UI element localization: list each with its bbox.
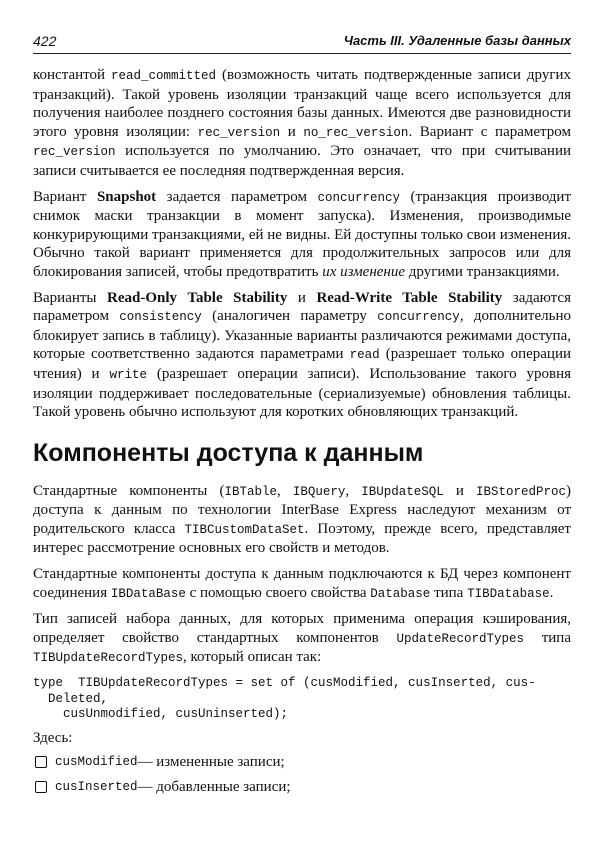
text: (разрешает только операции чтения) и	[33, 346, 571, 382]
text: . Вариант с параметром	[408, 123, 571, 140]
bold-term: Snapshot	[96, 188, 157, 205]
text: ) доступа к данным по технологии InterBase Express наследуют механизм от родительского класса	[33, 482, 571, 537]
code-term: IBQuery	[292, 484, 346, 499]
page-content	[33, 66, 571, 802]
code-term: IBUpdateSQL	[361, 484, 444, 499]
text: , который описан так:	[183, 649, 322, 666]
text: .	[549, 584, 554, 601]
list-item-text: — добавленные записи;	[137, 778, 291, 795]
text: задается параметром	[156, 188, 318, 205]
code-term: UpdateRecordTypes	[396, 631, 524, 646]
paragraph-table-stability	[33, 289, 571, 422]
bold-term: Read-Write Table Stability	[316, 289, 503, 306]
text: (транзакция производит снимок маски транзакции в момент запуска). Изменения, производимые конкурирующими транзакциями, ей не видны. Ей доступны только свои изменения. Обычно такой вариант применяется для продолжительных запросов или для блокирования записей, чтобы предотвратить	[33, 188, 571, 280]
section-heading: Компоненты доступа к данным	[33, 438, 424, 467]
text: другими транзакциями.	[405, 263, 560, 280]
page-number: 422	[33, 33, 57, 49]
code-term: concurrency	[377, 310, 460, 325]
text: и	[443, 482, 476, 499]
code-term: rec_version	[33, 145, 116, 160]
bold-term: Read-Only Table Stability	[107, 289, 288, 306]
paragraph-read-committed	[33, 66, 571, 181]
code-term: write	[109, 367, 147, 382]
code-term: cusModified	[55, 755, 138, 770]
text: (возможность читать подтвержденные записи других транзакций). Такой уровень изоляции транзакций чаще всего используется для получения наиболее позднего состояния базы данных. Имеются две разновидности этого уровня изоляции:	[33, 67, 571, 140]
code-term: consistency	[119, 310, 202, 325]
code-term: IBDataBase	[110, 586, 186, 601]
text: типа	[430, 584, 468, 601]
text: типа	[523, 629, 571, 646]
code-term: IBTable	[224, 484, 277, 499]
italic-term: их изменение	[322, 263, 406, 280]
text: , дополнительно блокирует запись в таблицу). Указанные варианты различаются режимами доступа, которые соответственно задаются параметрами	[33, 308, 571, 363]
text: Вариант	[33, 188, 97, 205]
text: и	[287, 289, 317, 306]
code-term: read	[349, 348, 380, 363]
code-term: read_committed	[110, 69, 217, 83]
running-title: Часть III. Удаленные базы данных	[343, 33, 571, 48]
text: Тип записей набора данных, для которых применима операция кэширования, определяет свойство стандартных компонентов	[33, 611, 571, 646]
text: с помощью своего свойства	[185, 584, 371, 601]
checkbox-bullet-icon	[35, 781, 47, 793]
paragraph-snapshot	[33, 188, 571, 282]
text: (аналогичен параметру	[201, 308, 378, 325]
text: Стандартные компоненты (	[33, 482, 225, 499]
list-item	[33, 753, 571, 772]
text: и	[280, 123, 304, 140]
list-item-text: — измененные записи;	[137, 754, 285, 771]
code-term: TIBCustomDataSet	[184, 522, 305, 537]
code-term: rec_version	[197, 125, 281, 140]
code-term: IBStoredProc	[475, 484, 566, 499]
text: задаются параметром	[33, 289, 571, 325]
checkbox-bullet-icon	[35, 756, 47, 768]
text: ,	[345, 482, 362, 499]
code-term: TIBUpdateRecordTypes	[33, 651, 184, 666]
code-term: cusInserted	[55, 779, 138, 794]
code-term: no_rec_version	[303, 125, 409, 140]
paragraph-connection	[33, 565, 571, 603]
text: . Поэтому, прежде всего, представляет интерес рассмотрение основных его свойств и методов.	[33, 520, 571, 557]
text: ,	[276, 482, 293, 499]
where-label: Здесь:	[33, 729, 73, 746]
code-listing: type TIBUpdateRecordTypes = set of (cusModified, cusInserted, cus- Deleted, cusUnmodified, cusUninserted);	[33, 676, 536, 722]
code-term: concurrency	[317, 190, 400, 205]
running-header	[33, 31, 571, 54]
paragraph-update-record-types	[33, 610, 571, 668]
code-term: Database	[370, 586, 431, 601]
text: Варианты	[33, 289, 108, 306]
text: константой	[33, 67, 111, 83]
text: Стандартные компоненты доступа к данным подключаются к БД через компонент соединения	[33, 566, 571, 601]
list-item	[33, 778, 571, 797]
code-term: TIBDatabase	[467, 586, 550, 601]
text: используется по умолчанию. Это означает, что при считывании записи считывается ее последняя подтвержденная версия.	[33, 143, 571, 179]
paragraph-standard-components	[33, 482, 571, 558]
text: (разрешает операции записи). Использование такого уровня изоляции поддерживает последовательные (сериализуемые) обновления таблицы. Такой уровень обычно используют для коротких обновляющих транзакций.	[33, 365, 572, 421]
